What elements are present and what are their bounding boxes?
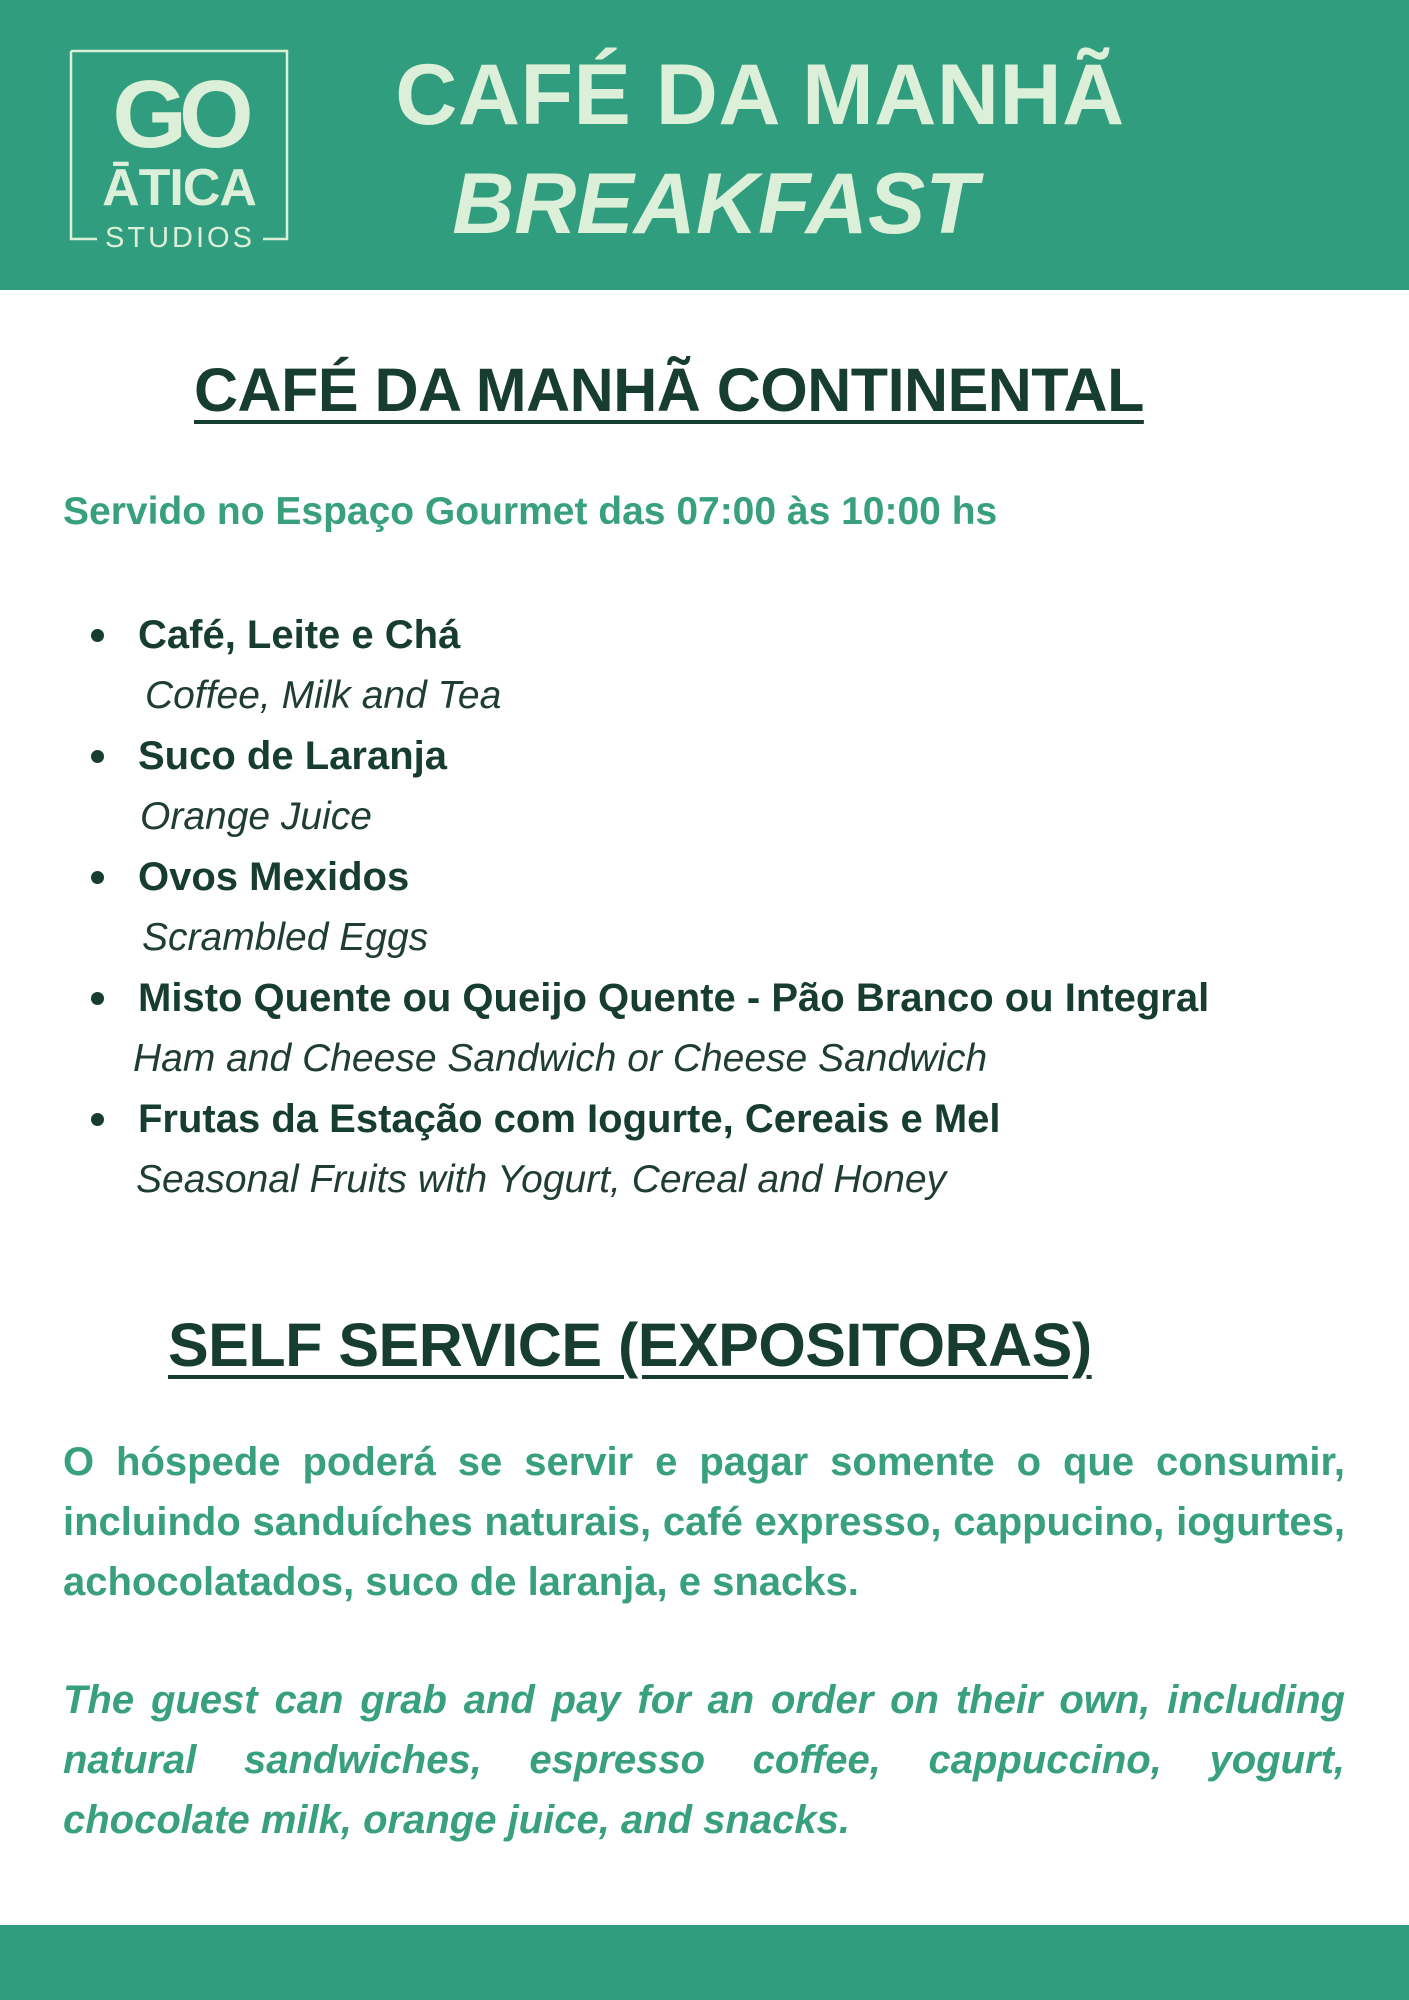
bullet-icon xyxy=(91,992,104,1005)
item-name-en: Orange Juice xyxy=(140,795,372,838)
svg-text:STUDIOS: STUDIOS xyxy=(105,222,255,254)
svg-text:ĀTICA: ĀTICA xyxy=(102,159,256,217)
title-english: BREAKFAST xyxy=(452,156,978,252)
item-name-en: Ham and Cheese Sandwich or Cheese Sandwich xyxy=(133,1037,988,1080)
bullet-icon xyxy=(91,750,104,763)
item-name-pt: Misto Quente ou Queijo Quente - Pão Branco ou Integral xyxy=(138,976,1210,1020)
self-service-heading: SELF SERVICE (EXPOSITORAS) xyxy=(168,1311,1092,1379)
item-name-pt: Frutas da Estação com Iogurte, Cereais e Mel xyxy=(138,1097,1001,1141)
list-item xyxy=(0,968,1409,1089)
item-name-en: Seasonal Fruits with Yogurt, Cereal and Honey xyxy=(136,1158,947,1201)
self-service-text-en: The guest can grab and pay for an order on their own, including natural sandwiches, espresso coffee, cappuccino, yogurt, chocolate milk, orange juice, and snacks. xyxy=(63,1678,1345,1842)
item-name-pt: Suco de Laranja xyxy=(138,734,447,778)
continental-heading: CAFÉ DA MANHÃ CONTINENTAL xyxy=(194,356,1144,424)
list-item xyxy=(0,605,1409,726)
item-name-pt: Ovos Mexidos xyxy=(138,855,410,899)
svg-text:GO: GO xyxy=(112,61,246,168)
header-band xyxy=(0,0,1409,290)
bullet-icon xyxy=(91,871,104,884)
bullet-icon xyxy=(91,1113,104,1126)
list-item xyxy=(0,1089,1409,1210)
title-portuguese: CAFÉ DA MANHÃ xyxy=(395,47,1125,143)
bullet-icon xyxy=(91,629,104,642)
list-item xyxy=(0,847,1409,968)
list-item xyxy=(0,726,1409,847)
self-service-text-pt: O hóspede poderá se servir e pagar somente o que consumir, incluindo sanduíches naturais, café expresso, cappucino, iogurtes, achocolatados, suco de laranja, e snacks. xyxy=(63,1440,1345,1604)
item-name-en: Coffee, Milk and Tea xyxy=(145,674,502,717)
breakfast-menu-list xyxy=(0,605,1409,1210)
item-name-en: Scrambled Eggs xyxy=(142,916,429,959)
page-title xyxy=(330,40,1190,258)
served-hours-text: Servido no Espaço Gourmet das 07:00 às 10:00 hs xyxy=(63,490,998,533)
footer-band xyxy=(0,1925,1409,2000)
item-name-pt: Café, Leite e Chá xyxy=(138,613,461,657)
